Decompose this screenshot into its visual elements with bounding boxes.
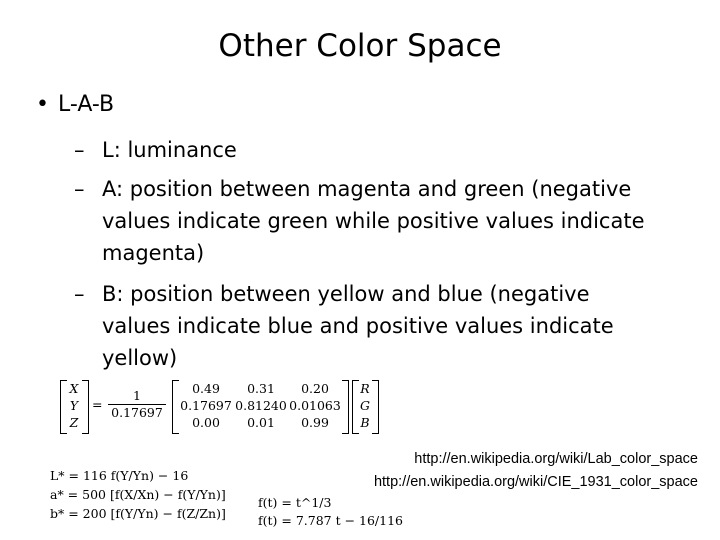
formula-a: a* = 500 [f(X/Xn) − f(Y/Yn)] (50, 487, 226, 502)
lhs-z: Z (69, 415, 79, 430)
slide-title: Other Color Space (218, 28, 502, 64)
formula-l: L* = 116 f(Y/Yn) − 16 (50, 468, 189, 483)
bracket-right (372, 380, 379, 434)
bullet-text: L-A-B (58, 92, 115, 117)
matrix-cell: 0.31 (247, 381, 275, 396)
subitem-l-line-1: L: luminance (102, 138, 237, 162)
matrix-cell: 0.81240 (235, 398, 287, 413)
rhs-r: R (360, 381, 370, 396)
equals-sign: = (92, 397, 103, 412)
bullet-dot: • (36, 92, 49, 117)
dash-marker: – (74, 282, 85, 306)
subitem-a (74, 173, 645, 269)
subitem-b-line-3: yellow) (102, 346, 178, 370)
bracket-right (82, 380, 89, 434)
subitem-b-line-1: B: position between yellow and blue (negative (102, 282, 590, 306)
lhs-vector (66, 380, 82, 431)
subitem-a-line-2: values indicate green while positive values indicate (102, 209, 645, 233)
reference-links (374, 448, 698, 494)
subitem-b (74, 278, 614, 374)
subitem-b-line-2: values indicate blue and positive values indicate (102, 314, 614, 338)
matrix-col-1 (176, 380, 236, 431)
f-function-definitions (258, 494, 403, 530)
lhs-y: Y (69, 398, 79, 413)
matrix-cell: 0.00 (192, 415, 220, 430)
rhs-g: G (360, 398, 370, 413)
subitem-a-line-1: A: position between magenta and green (negative (102, 177, 632, 201)
formula-b: b* = 200 [f(Y/Yn) − f(Z/Zn)] (50, 506, 226, 521)
matrix-cell: 0.20 (301, 381, 329, 396)
matrix-cell: 0.01 (247, 415, 275, 430)
lhs-x: X (69, 381, 79, 396)
subitem-a-line-3: magenta) (102, 241, 205, 265)
matrix-cell: 0.01063 (289, 398, 341, 413)
dash-marker: – (74, 177, 85, 201)
scale-fraction (108, 388, 166, 420)
fraction-numerator: 1 (108, 388, 166, 405)
dash-marker: – (74, 138, 85, 162)
matrix-cell: 0.99 (301, 415, 329, 430)
rhs-vector (357, 380, 373, 431)
bracket-right (342, 380, 349, 434)
matrix-cell: 0.17697 (180, 398, 232, 413)
matrix-col-3 (286, 380, 344, 431)
link-cie-1931-color-space[interactable]: http://en.wikipedia.org/wiki/CIE_1931_color_space (373, 474, 698, 490)
link-lab-color-space[interactable]: http://en.wikipedia.org/wiki/Lab_color_space (414, 451, 698, 467)
matrix-cell: 0.49 (192, 381, 220, 396)
fraction-denominator: 0.17697 (111, 405, 163, 420)
lab-formulas (50, 466, 226, 523)
matrix-col-2 (232, 380, 290, 431)
bullet-lab (36, 92, 114, 117)
rhs-b: B (360, 415, 370, 430)
f-definition-2: f(t) = 7.787 t − 16/116 (258, 513, 404, 528)
subitem-l (74, 134, 237, 166)
f-definition-1: f(t) = t^1/3 (258, 495, 332, 510)
